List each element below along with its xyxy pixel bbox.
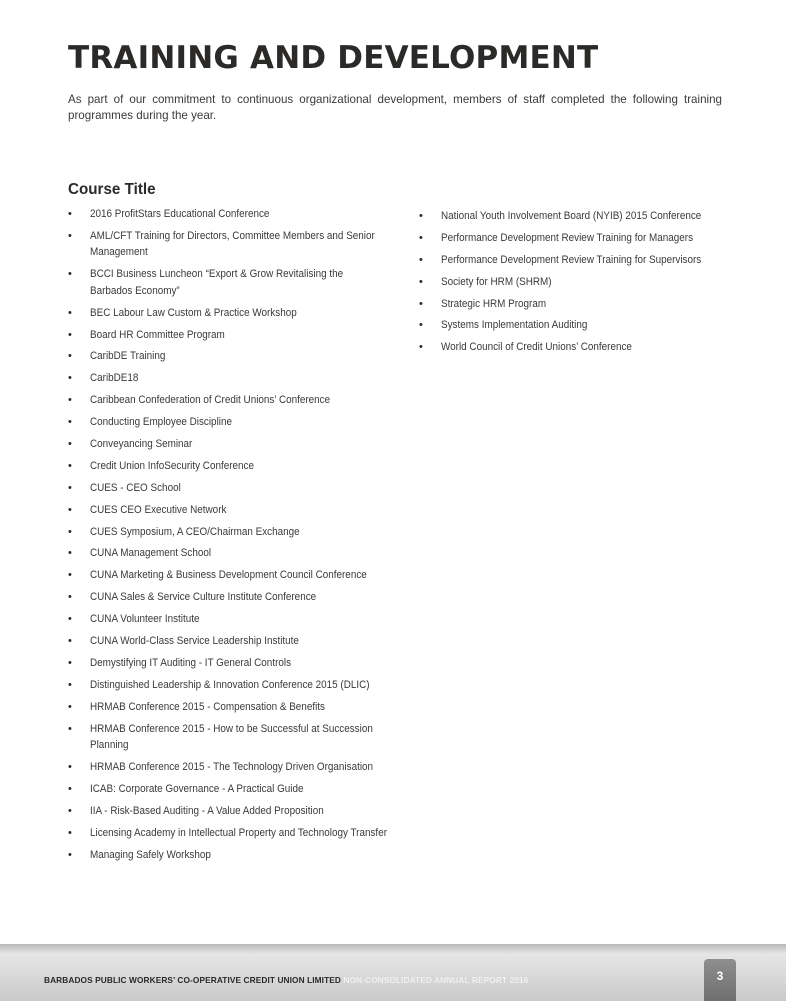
course-item — [68, 567, 388, 584]
course-item — [68, 759, 388, 776]
bullet-icon: • — [68, 394, 72, 407]
course-item — [68, 781, 388, 798]
course-item-label: IIA - Risk-Based Auditing - A Value Added Proposition — [90, 804, 324, 817]
bullet-icon: • — [68, 760, 72, 773]
course-item — [419, 230, 759, 247]
bullet-icon: • — [68, 372, 72, 385]
course-item — [68, 502, 388, 519]
course-item — [419, 208, 759, 225]
bullet-icon: • — [419, 253, 423, 266]
bullet-icon: • — [419, 210, 423, 222]
course-item — [68, 847, 388, 864]
course-item — [68, 327, 388, 344]
course-item-label: CUES - CEO School — [90, 481, 181, 494]
course-item-label: HRMAB Conference 2015 - The Technology Driven Organisation — [90, 760, 374, 773]
course-item-label: Conveyancing Seminar — [90, 438, 193, 451]
course-item — [68, 803, 388, 820]
bullet-icon: • — [68, 459, 72, 472]
course-list-right — [419, 208, 759, 361]
course-item — [419, 296, 759, 313]
course-item-label: BEC Labour Law Custom & Practice Workshop — [90, 306, 297, 319]
course-item-label: HRMAB Conference 2015 - Compensation & Benefits — [90, 700, 325, 713]
bullet-icon: • — [68, 306, 72, 319]
course-item-label: Demystifying IT Auditing - IT General Controls — [90, 656, 292, 669]
footer-organization: BARBADOS PUBLIC WORKERS’ CO-OPERATIVE CREDIT UNION LIMITED — [44, 975, 341, 985]
bullet-icon: • — [419, 297, 423, 310]
bullet-icon: • — [68, 635, 72, 648]
bullet-icon: • — [68, 826, 72, 839]
bullet-icon: • — [419, 319, 423, 332]
bullet-icon: • — [68, 416, 72, 429]
course-item-label: Strategic HRM Program — [441, 297, 547, 310]
course-item — [68, 370, 388, 387]
course-item-label: Performance Development Review Training for Managers — [441, 231, 694, 244]
course-item-label: CUES CEO Executive Network — [90, 503, 227, 516]
course-item-label: CUNA Management School — [90, 547, 212, 560]
course-item — [419, 252, 759, 269]
bullet-icon: • — [419, 275, 423, 288]
course-item — [68, 825, 388, 842]
course-item — [68, 721, 388, 754]
bullet-icon: • — [68, 350, 72, 363]
bullet-icon: • — [68, 591, 72, 604]
bullet-icon: • — [68, 656, 72, 669]
course-item-label: Managing Safely Workshop — [90, 848, 211, 861]
bullet-icon: • — [68, 613, 72, 626]
course-item-label: Systems Implementation Auditing — [441, 319, 588, 332]
footer-text — [44, 975, 528, 985]
course-item — [68, 633, 388, 650]
course-item — [419, 317, 759, 334]
course-item — [68, 266, 388, 299]
course-item-label: CUNA Sales & Service Culture Institute Conference — [90, 591, 317, 604]
course-item — [68, 524, 388, 541]
bullet-icon: • — [68, 481, 72, 494]
course-item — [68, 392, 388, 409]
course-item — [68, 414, 388, 431]
course-item-label: 2016 ProfitStars Educational Conference — [90, 208, 270, 220]
bullet-icon: • — [68, 569, 72, 582]
course-item-label: AML/CFT Training for Directors, Committee Members and Senior Management — [90, 229, 375, 259]
course-item — [68, 436, 388, 453]
bullet-icon: • — [68, 525, 72, 538]
course-item — [68, 589, 388, 606]
bullet-icon: • — [68, 208, 72, 220]
footer-report-title: NON-CONSOLIDATED ANNUAL REPORT 2016 — [343, 975, 529, 985]
bullet-icon: • — [68, 700, 72, 713]
bullet-icon: • — [419, 231, 423, 244]
bullet-icon: • — [68, 678, 72, 691]
bullet-icon: • — [68, 782, 72, 795]
bullet-icon: • — [419, 341, 423, 354]
course-item — [68, 655, 388, 672]
course-item-label: Performance Development Review Training for Supervisors — [441, 253, 702, 266]
bullet-icon: • — [68, 722, 72, 735]
course-list-left — [68, 206, 388, 868]
course-item-label: Board HR Committee Program — [90, 328, 225, 341]
bullet-icon: • — [68, 438, 72, 451]
bullet-icon: • — [68, 268, 72, 281]
bullet-icon: • — [68, 503, 72, 516]
course-item-label: CUNA World-Class Service Leadership Institute — [90, 635, 299, 648]
course-item — [68, 699, 388, 716]
course-item-label: HRMAB Conference 2015 - How to be Successful at Succession Planning — [90, 722, 373, 752]
course-item-label: Licensing Academy in Intellectual Property and Technology Transfer — [90, 826, 387, 839]
course-item-label: BCCI Business Luncheon “Export & Grow Revitalising the Barbados Economy” — [90, 268, 344, 297]
course-item — [68, 480, 388, 497]
course-item-label: World Council of Credit Unions’ Conference — [441, 341, 632, 354]
course-item-label: Distinguished Leadership & Innovation Conference 2015 (DLIC) — [90, 678, 370, 691]
course-item — [68, 228, 388, 261]
bullet-icon: • — [68, 848, 72, 861]
course-item-label: Caribbean Confederation of Credit Unions’ Conference — [90, 394, 331, 407]
course-item-label: Credit Union InfoSecurity Conference — [90, 459, 254, 472]
course-item — [68, 611, 388, 628]
course-item-label: ICAB: Corporate Governance - A Practical Guide — [90, 782, 304, 795]
footer-band — [0, 944, 786, 1001]
course-item — [419, 274, 759, 291]
course-item — [68, 305, 388, 322]
course-item — [68, 206, 388, 223]
course-item-label: Society for HRM (SHRM) — [441, 275, 552, 288]
course-item-label: CUES Symposium, A CEO/Chairman Exchange — [90, 525, 300, 538]
course-title-heading: Course Title — [68, 181, 156, 198]
course-item — [68, 348, 388, 365]
course-item — [68, 677, 388, 694]
course-item-label: Conducting Employee Discipline — [90, 416, 232, 429]
course-item-label: CaribDE Training — [90, 350, 166, 363]
bullet-icon: • — [68, 328, 72, 341]
bullet-icon: • — [68, 229, 72, 242]
page-number: 3 — [704, 959, 736, 1001]
bullet-icon: • — [68, 804, 72, 817]
page-title: TRAINING AND DEVELOPMENT — [68, 40, 599, 76]
course-item — [68, 458, 388, 475]
intro-paragraph: As part of our commitment to continuous organizational development, members of staff completed the following training programmes during the year. — [68, 93, 722, 122]
bullet-icon: • — [68, 547, 72, 560]
course-item — [68, 545, 388, 562]
course-item-label: CUNA Volunteer Institute — [90, 613, 200, 626]
course-item-label: CaribDE18 — [90, 372, 139, 385]
course-item — [419, 339, 759, 356]
course-item-label: CUNA Marketing & Business Development Council Conference — [90, 569, 367, 582]
course-item-label: National Youth Involvement Board (NYIB) 2015 Conference — [441, 210, 702, 222]
